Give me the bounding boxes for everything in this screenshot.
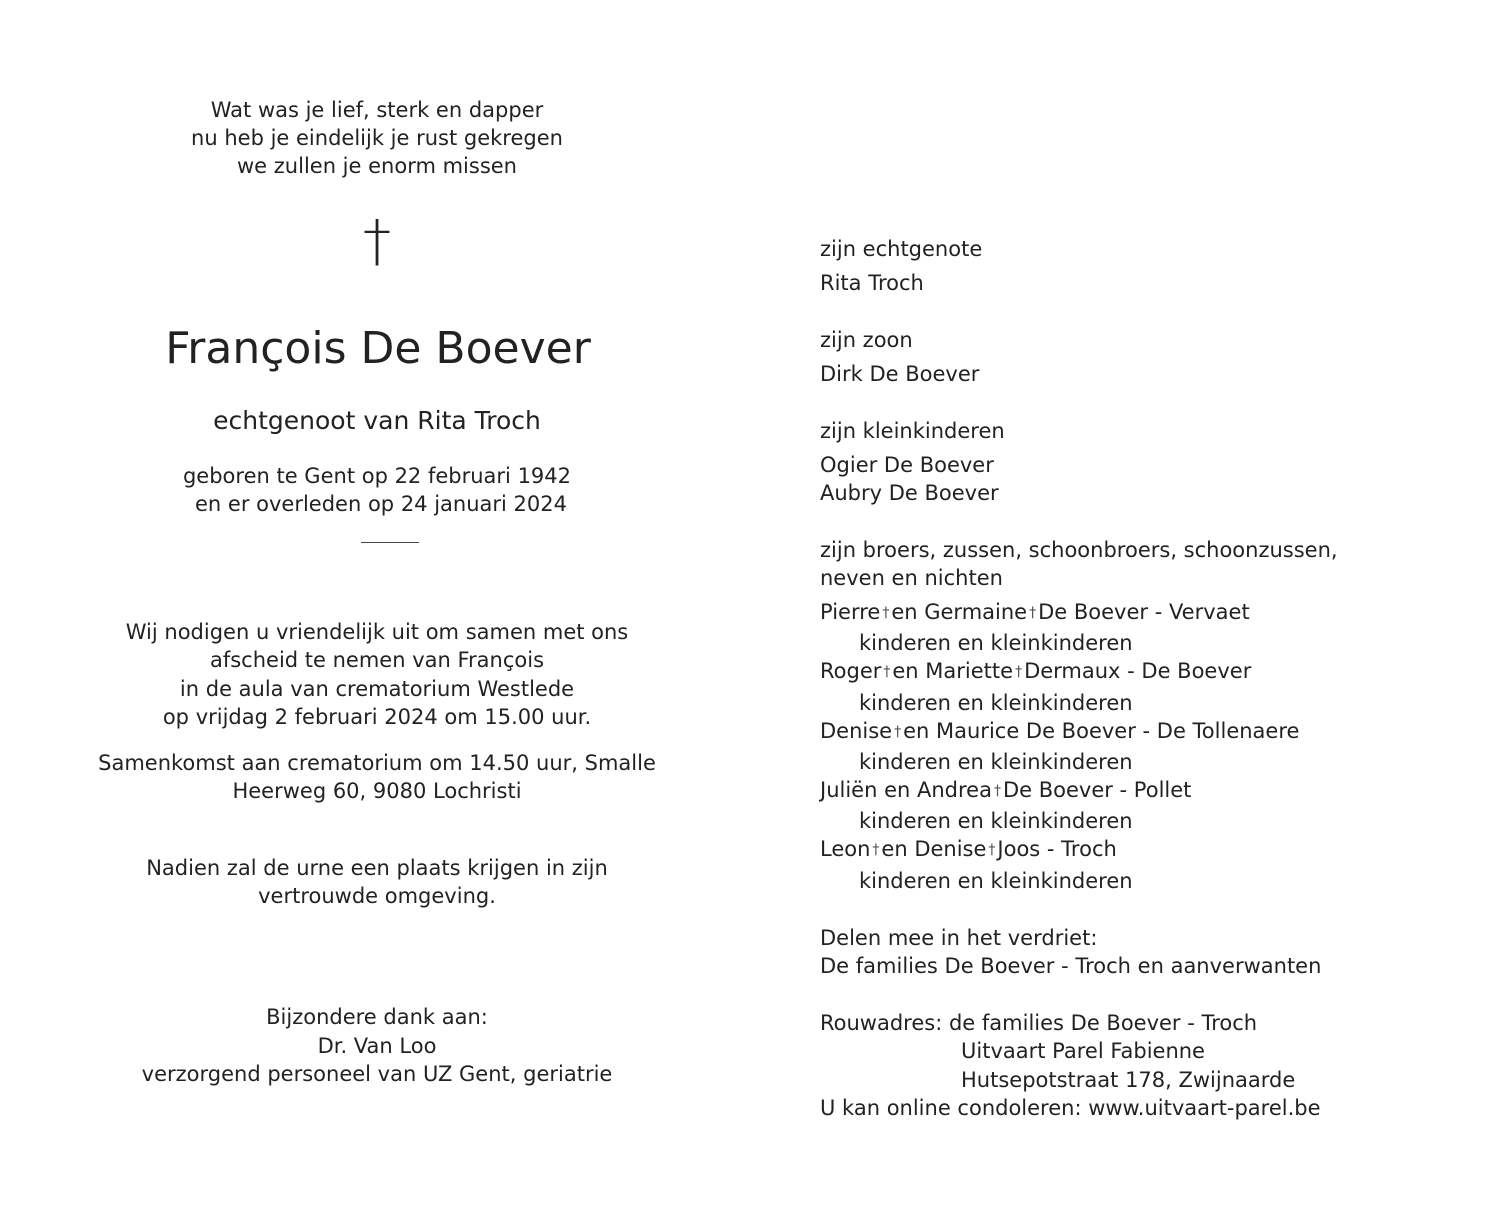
birth-line: geboren te Gent op 22 februari 1942 — [182, 464, 572, 488]
children-line: kinderen en kleinkinderen — [859, 750, 1133, 774]
dagger-icon: † — [1015, 664, 1023, 680]
children-line: kinderen en kleinkinderen — [859, 631, 1133, 655]
siblings-label: zijn broers, zussen, schoonbroers, schoonzussen, — [820, 538, 1338, 562]
grandchild-name: Aubry De Boever — [820, 481, 999, 505]
person-name: en Denise — [881, 837, 987, 861]
children-line: kinderen en kleinkinderen — [859, 691, 1133, 715]
thanks-line: verzorgend personeel van UZ Gent, geriatrie — [141, 1062, 613, 1086]
son-label: zijn zoon — [820, 328, 913, 352]
invitation-line: in de aula van crematorium Westlede — [179, 677, 575, 701]
family-names: Joos - Troch — [997, 837, 1117, 861]
share-line: Delen mee in het verdriet: — [820, 926, 1098, 950]
spouse-line: echtgenoot van Rita Troch — [213, 406, 541, 435]
poem-line: we zullen je enorm missen — [237, 154, 517, 178]
person-name: Denise — [820, 719, 893, 743]
siblings-label: neven en nichten — [820, 566, 1003, 590]
family-names: Dermaux - De Boever — [1024, 659, 1252, 683]
couple-line — [820, 657, 1251, 689]
children-line: kinderen en kleinkinderen — [859, 809, 1133, 833]
divider — [361, 542, 419, 543]
dagger-icon: † — [894, 724, 902, 740]
family-names: De Boever - Vervaet — [1038, 600, 1250, 624]
meeting-line: Heerweg 60, 9080 Lochristi — [232, 779, 522, 803]
address-label: Rouwadres: de families De Boever - Troch — [820, 1011, 1258, 1035]
urn-line: Nadien zal de urne een plaats krijgen in zijn — [146, 856, 608, 880]
thanks-line: Bijzondere dank aan: — [266, 1005, 488, 1029]
person-name: en Germaine — [891, 600, 1028, 624]
grandchildren-label: zijn kleinkinderen — [820, 419, 1005, 443]
family-names: en Maurice De Boever - De Tollenaere — [903, 719, 1300, 743]
grandchild-name: Ogier De Boever — [820, 453, 994, 477]
couple-line — [820, 717, 1299, 749]
dagger-icon: † — [882, 605, 890, 621]
spouse-label: zijn echtgenote — [820, 237, 983, 261]
deceased-name: François De Boever — [165, 323, 591, 374]
family-names: De Boever - Pollet — [1002, 778, 1192, 802]
person-name: Leon — [820, 837, 871, 861]
urn-line: vertrouwde omgeving. — [258, 884, 496, 908]
poem-line: nu heb je eindelijk je rust gekregen — [191, 126, 563, 150]
address-line: Uitvaart Parel Fabienne — [961, 1039, 1205, 1063]
dagger-icon: † — [872, 842, 880, 858]
invitation-line: Wij nodigen u vriendelijk uit om samen met ons — [125, 620, 629, 644]
dagger-icon: † — [883, 664, 891, 680]
share-line: De families De Boever - Troch en aanverwanten — [820, 954, 1322, 978]
son-name: Dirk De Boever — [820, 362, 980, 386]
thanks-line: Dr. Van Loo — [317, 1034, 437, 1058]
online-condolence: U kan online condoleren: www.uitvaart-parel.be — [820, 1096, 1321, 1120]
couple-line — [820, 598, 1250, 630]
person-name: Roger — [820, 659, 882, 683]
invitation-line: op vrijdag 2 februari 2024 om 15.00 uur. — [162, 705, 592, 729]
dagger-icon: † — [988, 842, 996, 858]
couple-line — [820, 835, 1117, 867]
poem-line: Wat was je lief, sterk en dapper — [210, 98, 544, 122]
address-line: Hutsepotstraat 178, Zwijnaarde — [961, 1068, 1296, 1092]
dagger-icon: † — [1029, 605, 1037, 621]
cross-icon: † — [363, 209, 391, 274]
death-line: en er overleden op 24 januari 2024 — [195, 492, 567, 516]
invitation-line: afscheid te nemen van François — [209, 648, 545, 672]
person-name: Juliën en Andrea — [820, 778, 992, 802]
spouse-name: Rita Troch — [820, 271, 924, 295]
person-name: en Mariette — [892, 659, 1014, 683]
meeting-line: Samenkomst aan crematorium om 14.50 uur, Smalle — [98, 751, 656, 775]
person-name: Pierre — [820, 600, 881, 624]
dagger-icon: † — [993, 783, 1001, 799]
couple-line — [820, 776, 1191, 808]
children-line: kinderen en kleinkinderen — [859, 869, 1133, 893]
